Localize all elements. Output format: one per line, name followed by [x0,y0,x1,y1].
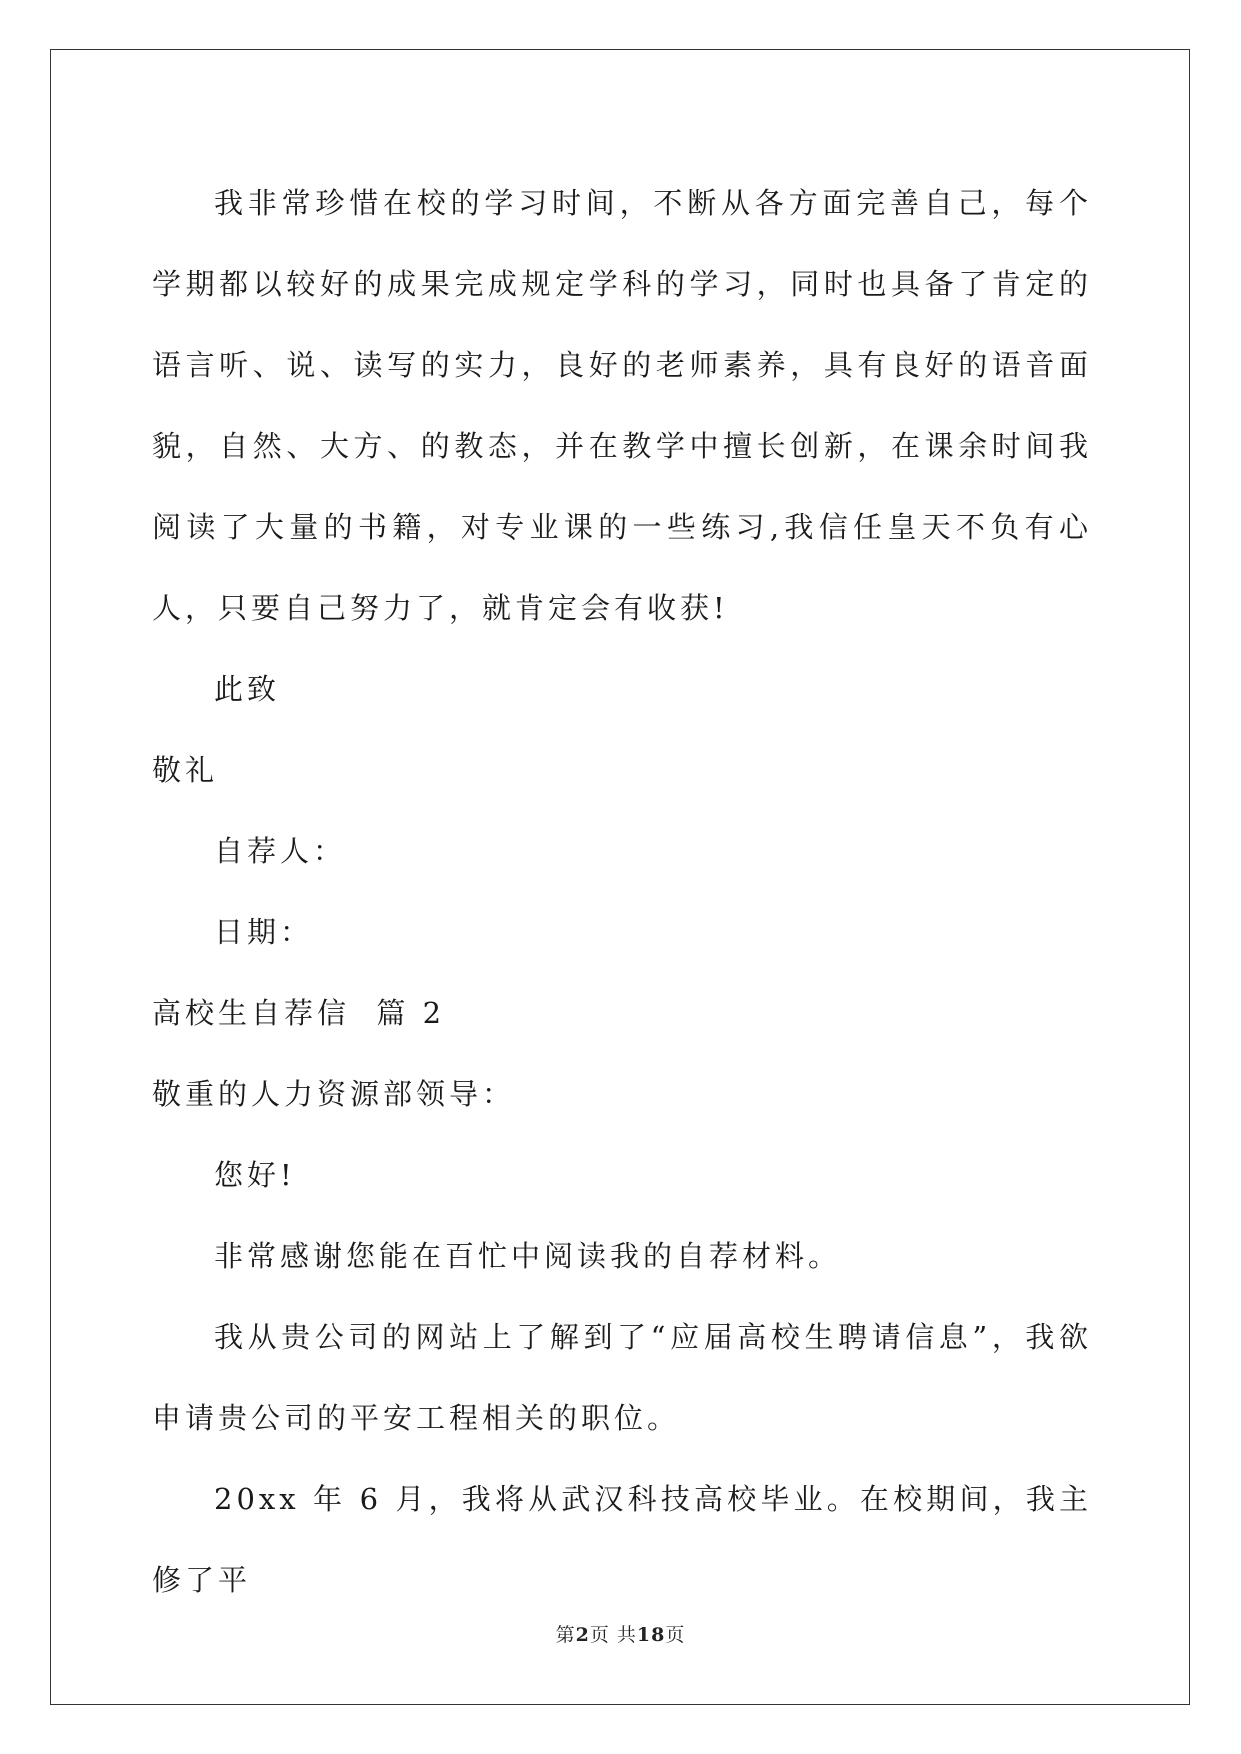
closing-salutation: 此致 [214,672,281,706]
section-heading: 高校生自荐信 篇 2 [152,996,446,1030]
date-line: 日期： [214,915,314,949]
greeting: 您好! [214,1158,296,1192]
page-mid: 页 共 [589,1624,637,1646]
body-paragraph: 我从贵公司的网站上了解到了“应届高校生聘请信息”，我欲申请贵公司的平安工程相关的职位。 [152,1320,1092,1435]
page-current: 2 [575,1624,590,1646]
signature-line: 自荐人： [214,834,347,868]
greeting-recipient: 敬重的人力资源部领导： [152,1077,516,1111]
closing-regards: 敬礼 [152,753,219,787]
page-prefix: 第 [555,1624,576,1646]
body-paragraph: 20xx 年 6 月，我将从武汉科技高校毕业。在校期间，我主修了平 [152,1482,1092,1597]
body-paragraph: 我非常珍惜在校的学习时间，不断从各方面完善自己，每个学期都以较好的成果完成规定学科的学习，同时也具备了肯定的语言听、说、读写的实力，良好的老师素养，具有良好的语音面貌，自然、大方、的教态，并在教学中擅长创新，在课余时间我阅读了大量的书籍，对专业课的一些练习,我信任皇天不负有心人，只要自己努力了，就肯定会有收获! [152,186,1092,625]
document-body [152,163,1092,1621]
page-suffix: 页 [665,1624,686,1646]
page-total: 18 [636,1624,666,1646]
page-footer [0,1620,1241,1647]
body-paragraph: 非常感谢您能在百忙中阅读我的自荐材料。 [214,1239,842,1273]
